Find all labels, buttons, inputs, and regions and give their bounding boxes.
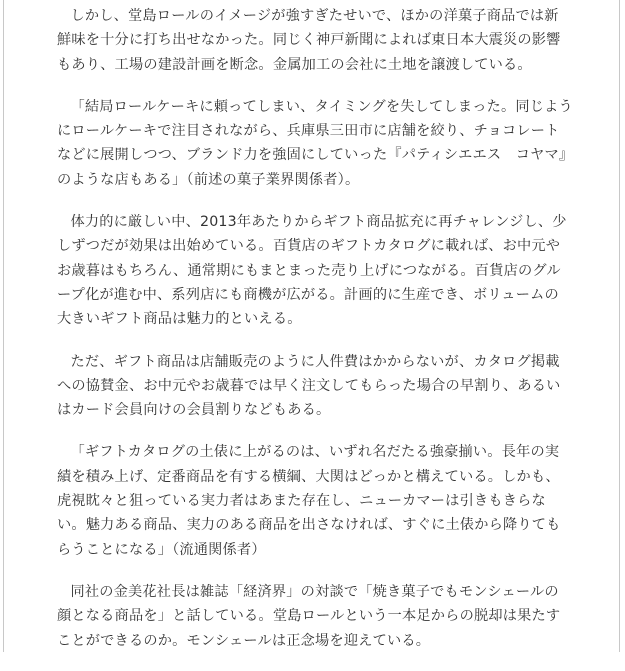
article-body bbox=[57, 4, 573, 671]
article-paragraph-3: 体力的に厳しい中、2013年あたりからギフト商品拡充に再チャレンジし、少しずつだが効果は出始めている。百貨店のギフトカタログに載れば、お中元やお歳暮はもちろん、通常期にもまとまった売り上げにつながる。百貨店のグループ化が進む中、系列店にも商機が広がる。計画的に生産でき、ボリュームの大きいギフト商品は魅力的といえる。 bbox=[57, 214, 567, 328]
article-paragraph-6: 同社の金美花社長は雑誌「経済界」の対談で「焼き菓子でもモンシェールの顔となる商品を」と話している。堂島ロールという一本足からの脱却は果たすことができるのか。モンシェールは正念場を迎えている。 bbox=[57, 583, 561, 649]
article-paragraph-2: 「結局ロールケーキに頼ってしまい、タイミングを失してしまった。同じようにロールケーキで注目されながら、兵庫県三田市に店舗を絞り、チョコレートなどに展開しつつ、ブランド力を強固にしていった『パティシエエス コヤマ』のような店もある」（前述の菓子業界関係者）。 bbox=[57, 98, 573, 188]
article-paragraph-1: しかし、堂島ロールのイメージが強すぎたせいで、ほかの洋菓子商品では新鮮味を十分に打ち出せなかった。同じく神戸新聞によれば東日本大震災の影響もあり、工場の建設計画を断念。金属加工の会社に土地を譲渡している。 bbox=[57, 8, 561, 73]
article-paragraph-5: 「ギフトカタログの土俵に上がるのは、いずれ名だたる強豪揃い。長年の実績を積み上げ、定番商品を有する横綱、大関はどっかと構えている。しかも、虎視眈々と狙っている実力者はあまた存在し、ニューカマーは引きもきらない。魅力ある商品、実力のある商品を出さなければ、すぐに土俵から降りてもらうことになる」（流通関係者） bbox=[57, 444, 561, 558]
article-paragraph-4: ただ、ギフト商品は店舗販売のように人件費はかからないが、カタログ掲載への協賛金、お中元やお歳暮では早く注文してもらった場合の早割り、あるいはカード会員向けの会員割りなどもある。 bbox=[57, 353, 561, 419]
content-frame bbox=[3, 0, 620, 652]
